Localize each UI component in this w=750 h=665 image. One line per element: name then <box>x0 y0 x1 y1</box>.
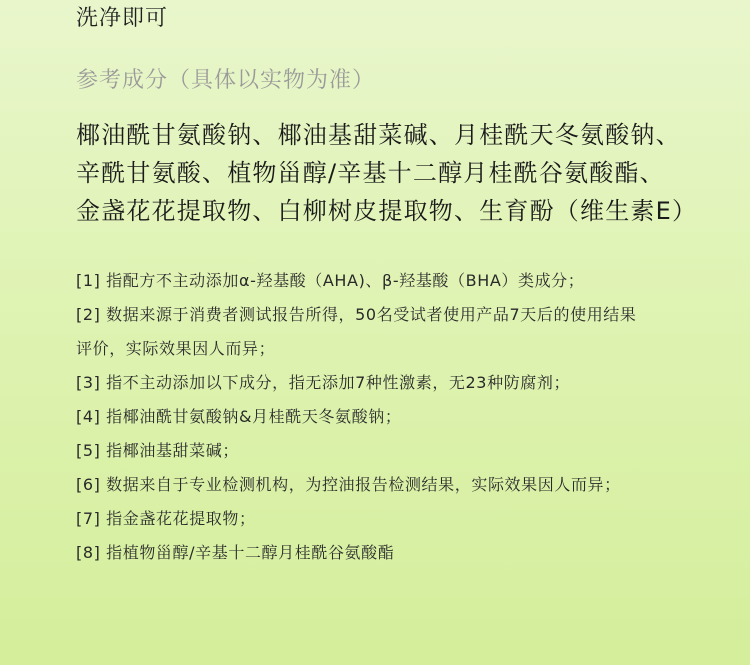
ingredients-heading: 参考成分（具体以实物为准） <box>76 68 376 93</box>
footnote-7: [7] 指金盏花花提取物； <box>76 509 256 528</box>
footnotes-list <box>76 264 736 570</box>
footnote-5: [5] 指椰油基甜菜碱； <box>76 441 239 460</box>
footnote-2: [2] 数据来源于消费者测试报告所得，50名受试者使用产品7天后的使用结果 <box>76 305 637 324</box>
ingredient-line: 金盏花花提取物、白柳树皮提取物、生育酚（维生素E） <box>76 197 698 225</box>
usage-text: 洗净即可 <box>76 6 169 31</box>
ingredients-list <box>76 116 736 230</box>
ingredient-line: 椰油酰甘氨酸钠、椰油基甜菜碱、月桂酰天冬氨酸钠、 <box>76 121 681 149</box>
ingredient-line: 辛酰甘氨酸、植物甾醇/辛基十二醇月桂酰谷氨酸酯、 <box>76 159 665 187</box>
footnote-4: [4] 指椰油酰甘氨酸钠&月桂酰天冬氨酸钠； <box>76 407 402 426</box>
footnote-3: [3] 指不主动添加以下成分，指无添加7种性激素，无23种防腐剂； <box>76 373 571 392</box>
footnote-1: [1] 指配方不主动添加α-羟基酸（AHA)、β-羟基酸（BHA）类成分； <box>76 271 585 290</box>
footnote-8: [8] 指植物甾醇/辛基十二醇月桂酰谷氨酸酯 <box>76 543 395 562</box>
footnote-6: [6] 数据来自于专业检测机构，为控油报告检测结果，实际效果因人而异； <box>76 475 621 494</box>
footnote-2-continued: 评价，实际效果因人而异； <box>76 339 276 358</box>
